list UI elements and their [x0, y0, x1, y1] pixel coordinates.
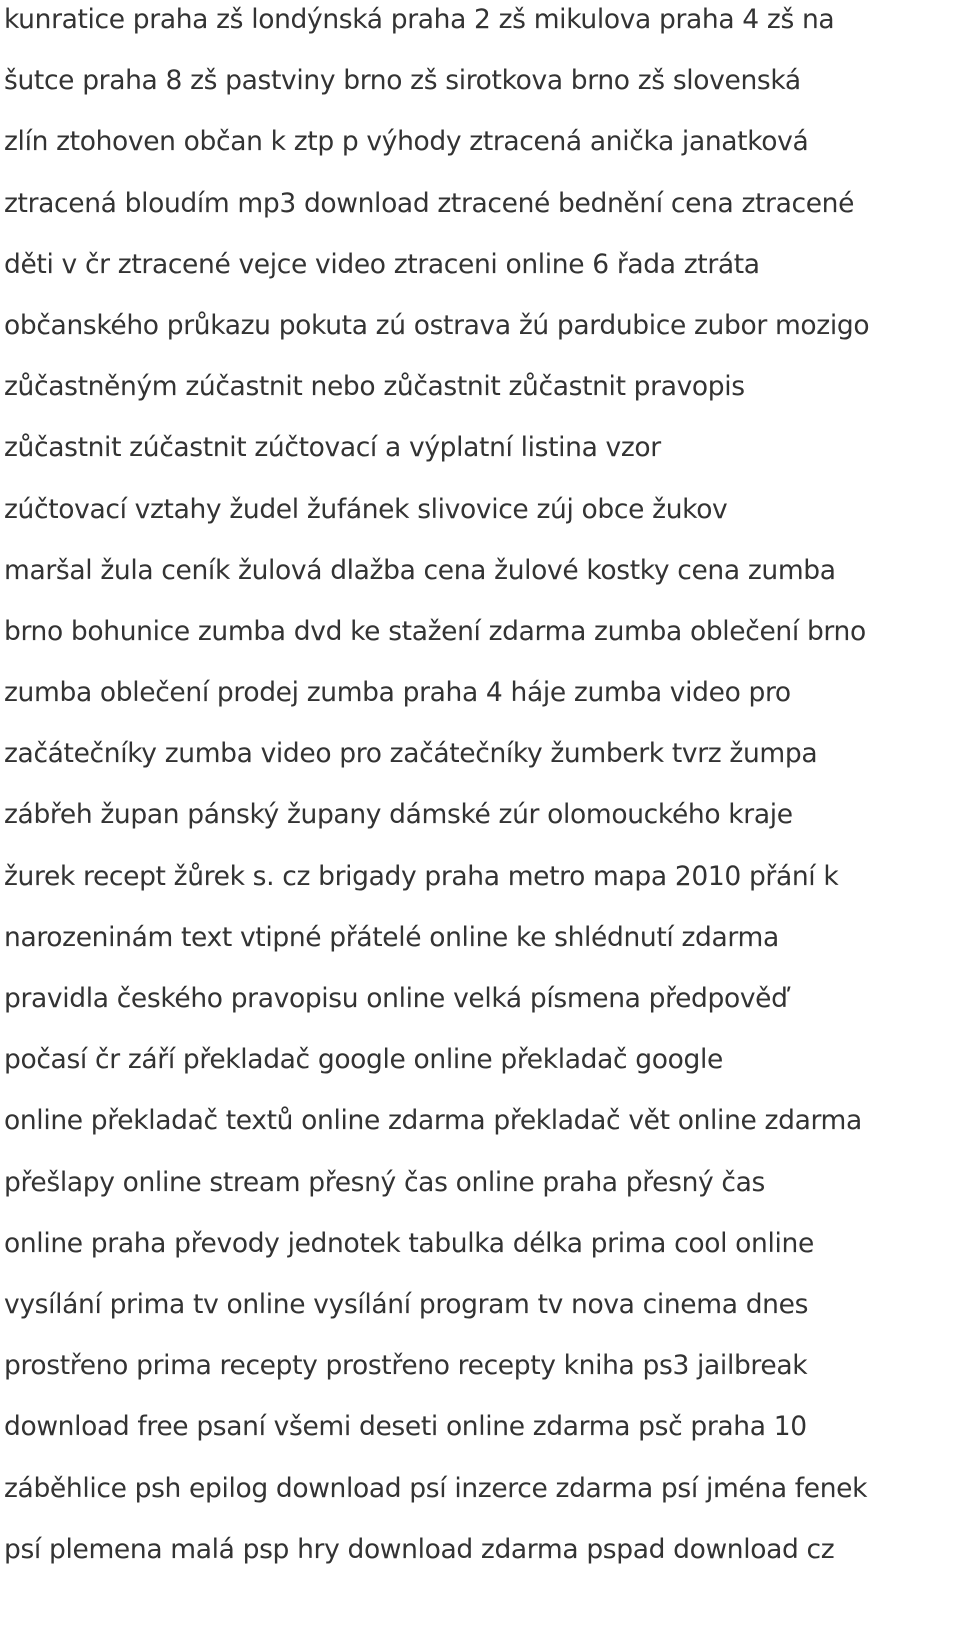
text-line: prostřeno prima recepty prostřeno recepty kniha ps3 jailbreak	[4, 1350, 808, 1382]
text-line: online praha převody jednotek tabulka délka prima cool online	[4, 1227, 814, 1259]
text-line: brno bohunice zumba dvd ke stažení zdarma zumba oblečení brno	[4, 615, 866, 647]
text-line: kunratice praha zš londýnská praha 2 zš mikulova praha 4 zš na	[4, 4, 835, 35]
text-line: vysílání prima tv online vysílání program tv nova cinema dnes	[4, 1288, 809, 1320]
text-line: zúčtovací vztahy žudel žufánek slivovice zúj obce žukov	[4, 493, 728, 525]
text-line: download free psaní všemi deseti online zdarma psč praha 10	[4, 1411, 807, 1443]
text-line: děti v čr ztracené vejce video ztraceni online 6 řada ztráta	[4, 248, 760, 280]
text-line: pravidla českého pravopisu online velká písmena předpověď	[4, 983, 788, 1014]
text-line: začátečníky zumba video pro začátečníky žumberk tvrz žumpa	[4, 738, 818, 770]
text-line: narozeninám text vtipné přátelé online ke shlédnutí zdarma	[4, 921, 779, 953]
text-line: šutce praha 8 zš pastviny brno zš sirotkova brno zš slovenská	[4, 65, 801, 97]
text-line: záběhlice psh epilog download psí inzerce zdarma psí jména fenek	[4, 1472, 868, 1504]
text-line: žurek recept žůrek s. cz brigady praha metro mapa 2010 přání k	[4, 860, 839, 892]
text-line: ztracená bloudím mp3 download ztracené bednění cena ztracené	[4, 187, 855, 219]
text-line: přešlapy online stream přesný čas online praha přesný čas	[4, 1166, 765, 1198]
text-line: psí plemena malá psp hry download zdarma pspad download cz	[4, 1533, 835, 1565]
text-line: zlín ztohoven občan k ztp p výhody ztracená anička janatková	[4, 126, 809, 158]
text-line: zumba oblečení prodej zumba praha 4 háje zumba video pro	[4, 677, 791, 709]
text-line: počasí čr září překladač google online překladač google	[4, 1044, 723, 1076]
document-body	[4, 0, 954, 1591]
text-line: občanského průkazu pokuta zú ostrava žú pardubice zubor mozigo	[4, 309, 870, 341]
text-line: maršal žula ceník žulová dlažba cena žulové kostky cena zumba	[4, 554, 836, 586]
text-line: zůčastněným zúčastnit nebo zůčastnit zůčastnit pravopis	[4, 371, 745, 403]
text-line: zábřeh župan pánský župany dámské zúr olomouckého kraje	[4, 799, 793, 831]
text-line: zůčastnit zúčastnit zúčtovací a výplatní listina vzor	[4, 432, 661, 464]
text-line: online překladač textů online zdarma překladač vět online zdarma	[4, 1105, 862, 1137]
